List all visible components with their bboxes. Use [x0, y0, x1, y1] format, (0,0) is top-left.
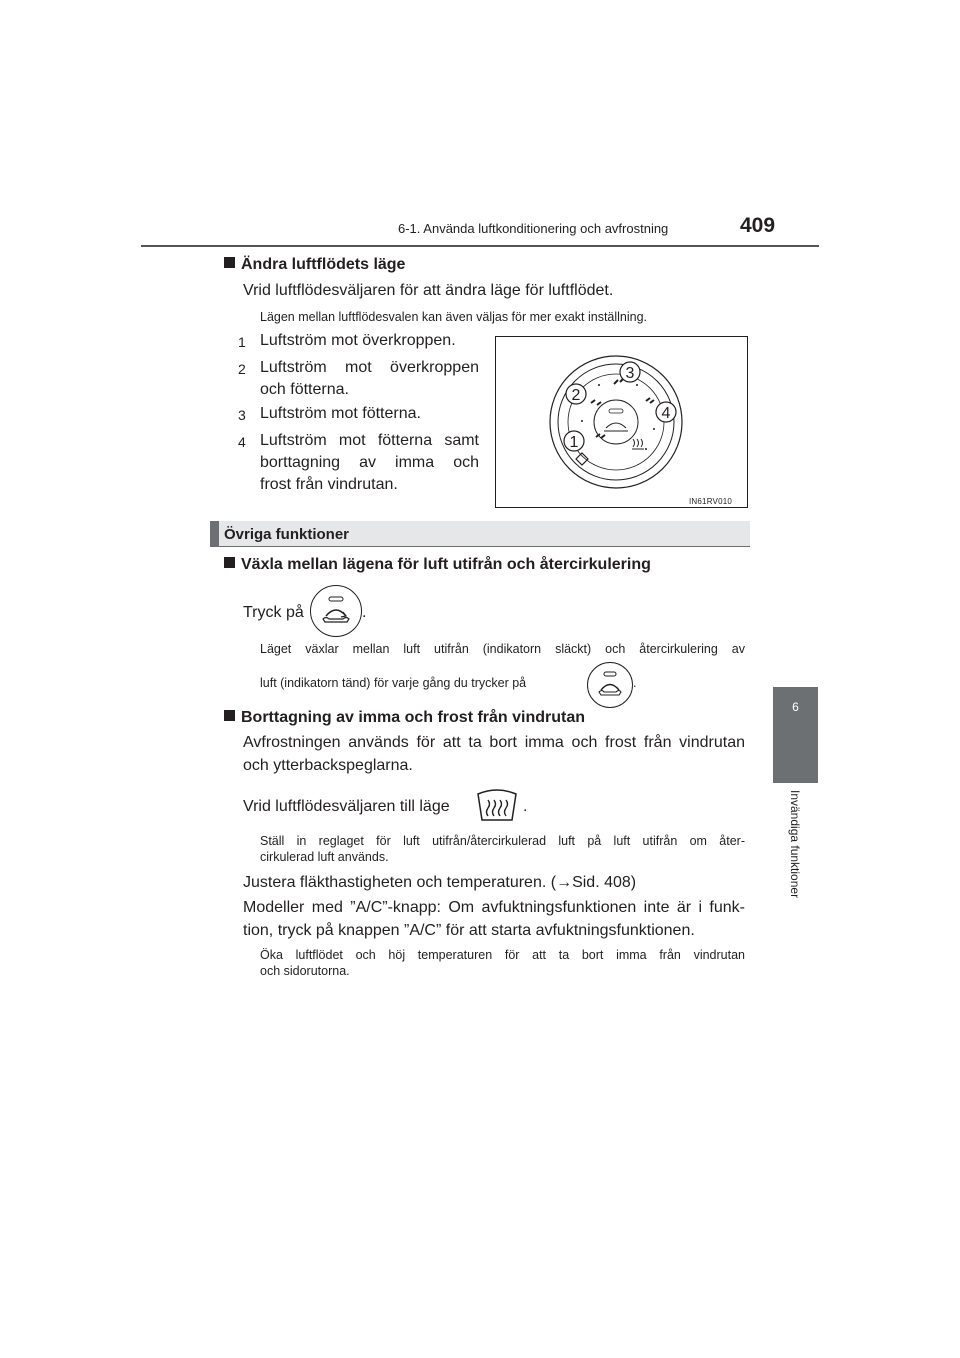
- section-banner-rule: [210, 546, 750, 547]
- svg-text:4: 4: [661, 405, 671, 422]
- bullet-square-icon: [224, 710, 235, 721]
- turn-prefix: Vrid luftflödesväljaren till läge: [243, 798, 450, 815]
- defrost-para2: Justera fläkthastigheten och temperaturen. (→Sid. 408): [243, 874, 637, 891]
- heading-defrost: Borttagning av imma och frost från vindrutan: [224, 709, 585, 727]
- bullet-square-icon: [224, 557, 235, 568]
- airflow-dial-figure: [495, 336, 748, 508]
- airflow-intro: Vrid luftflödesväljaren för att ändra läge för luftflödet.: [243, 282, 614, 299]
- svg-text:3: 3: [625, 365, 635, 382]
- chapter-number: 6: [792, 700, 799, 714]
- running-header: 6-1. Använda luftkonditionering och avfrostning: [398, 221, 669, 236]
- list-item: Luftström mot fötterna samt: [260, 432, 479, 449]
- defrost-para1-line1: Avfrostningen används för att ta bort imma och frost från vindrutan: [243, 734, 745, 751]
- press-prefix: Tryck på: [243, 604, 304, 621]
- recirc-note-suffix: .: [633, 676, 637, 690]
- heading-recirculation: Växla mellan lägena för luft utifrån och återcirkulering: [224, 556, 651, 574]
- svg-text:2: 2: [571, 387, 581, 404]
- recirculation-button-icon-small: [587, 662, 633, 708]
- defrost-note2-line1: Öka luftflödet och höj temperaturen för att ta bort imma från vindrutan: [260, 948, 745, 962]
- defrost-note1-line2: cirkulerad luft används.: [260, 850, 389, 864]
- turn-suffix: .: [523, 798, 528, 815]
- section-banner-title: Övriga funktioner: [224, 526, 350, 543]
- defroster-icon: [474, 788, 520, 824]
- svg-text:1: 1: [569, 434, 579, 451]
- list-item: Luftström mot överkroppen.: [260, 332, 456, 349]
- callout-4: [656, 402, 676, 422]
- defrost-para3-line1: Modeller med ”A/C”-knapp: Om avfuktningsfunktionen inte är i funk-: [243, 899, 745, 916]
- bullet-square-icon: [224, 257, 235, 268]
- callout-1: [564, 431, 584, 451]
- airflow-note: Lägen mellan luftflödesvalen kan även väljas för mer exakt inställning.: [260, 310, 648, 324]
- callout-3: [620, 362, 640, 382]
- item-number: 2: [238, 361, 246, 377]
- list-item: Luftström mot fötterna.: [260, 405, 421, 422]
- defrost-note1-line1: Ställ in reglaget för luft utifrån/återcirkulerad luft på luft utifrån om åter-: [260, 834, 745, 848]
- figure-code: IN61RV010: [689, 497, 733, 506]
- recirc-note-line1: Läget växlar mellan luft utifrån (indikatorn släckt) och återcirkulering av: [260, 642, 745, 656]
- defrost-para3-line2: tion, tryck på knappen ”A/C” för att starta avfuktningsfunktionen.: [243, 922, 695, 939]
- press-suffix: .: [362, 604, 367, 621]
- item-number: 1: [238, 334, 246, 350]
- callout-2: [566, 384, 586, 404]
- chapter-label: Invändiga funktioner: [788, 790, 802, 899]
- recirc-note-line2: luft (indikatorn tänd) för varje gång du trycker på: [260, 676, 527, 690]
- recirculation-button-icon: [310, 585, 362, 637]
- section-banner-edge: [210, 521, 219, 547]
- page-number: 409: [740, 214, 776, 237]
- header-divider: [141, 245, 819, 247]
- heading-airflow-mode: Ändra luftflödets läge: [224, 256, 405, 274]
- airflow-dial-icon: [496, 337, 747, 507]
- list-item: borttagning av imma och: [260, 454, 479, 471]
- list-item: och fötterna.: [260, 381, 349, 398]
- defrost-note2-line2: och sidorutorna.: [260, 964, 350, 978]
- list-item: Luftström mot överkroppen: [260, 359, 479, 376]
- item-number: 4: [238, 434, 246, 450]
- defrost-para1-line2: och ytterbackspeglarna.: [243, 757, 413, 774]
- item-number: 3: [238, 407, 246, 423]
- list-item: frost från vindrutan.: [260, 476, 398, 493]
